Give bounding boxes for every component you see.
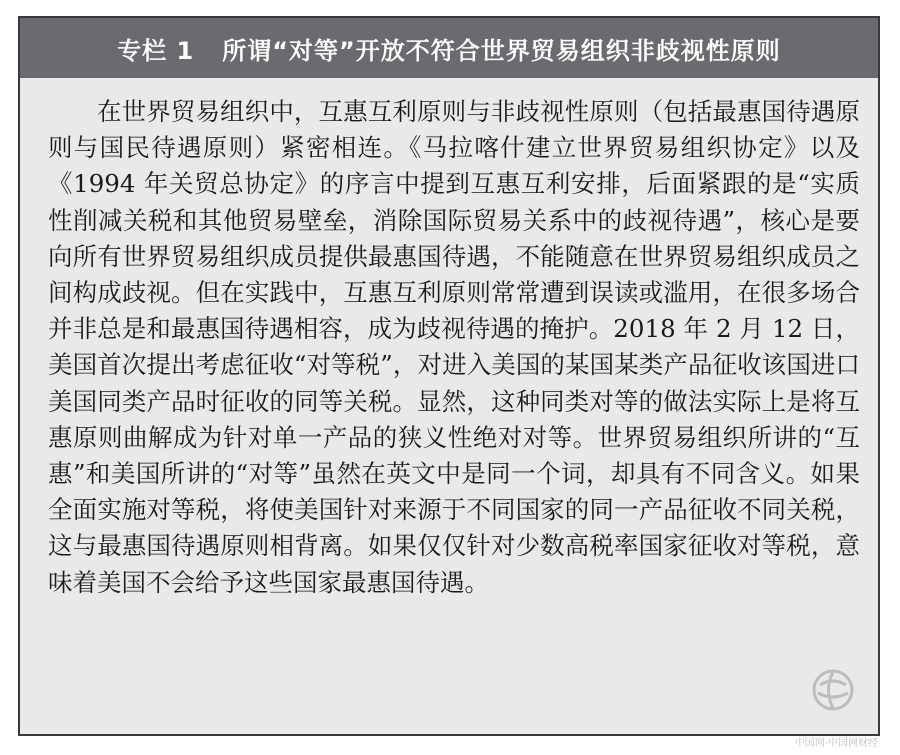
box-header: [20, 18, 878, 78]
box-paragraph: 在世界贸易组织中，互惠互利原则与非歧视性原则（包括最惠国待遇原则与国民待遇原则）紧密相连。《马拉喀什建立世界贸易组织协定》以及《1994 年关贸总协定》的序言中提到互惠互利安排，后面紧跟的是“实质性削减关税和其他贸易壁垒，消除国际贸易关系中的歧视待遇”，核心是要向所有世界贸易组织成员提供最惠国待遇，不能随意在世界贸易组织成员之间构成歧视。但在实践中，互惠互利原则常常遭到误读或滥用，在很多场合并非总是和最惠国待遇相容，成为歧视待遇的掩护。2018 年 2 月 12 日，美国首次提出考虑征收“对等税”，对进入美国的某国某类产品征收该国进口美国同类产品时征收的同等关税。显然，这种同类对等的做法实际上是将互惠原则曲解成为针对单一产品的狭义性绝对对等。世界贸易组织所讲的“互惠”和美国所讲的“对等”虽然在英文中是同一个词，却具有不同含义。如果全面实施对等税，将使美国针对来源于不同国家的同一产品征收不同关税，这与最惠国待遇原则相背离。如果仅仅针对少数高税率国家征收对等税，意味着美国不会给予这些国家最惠国待遇。: [48, 97, 860, 597]
watermark-text: 中国网·中国网财经: [794, 738, 878, 749]
box-label: 专栏 1: [117, 36, 195, 65]
globe-logo-icon: [812, 669, 854, 711]
box-title: 所谓“对等”开放不符合世界贸易组织非歧视性原则: [222, 36, 781, 65]
sidebar-box: [18, 16, 880, 736]
watermark: [788, 669, 878, 749]
box-heading: [117, 31, 781, 66]
